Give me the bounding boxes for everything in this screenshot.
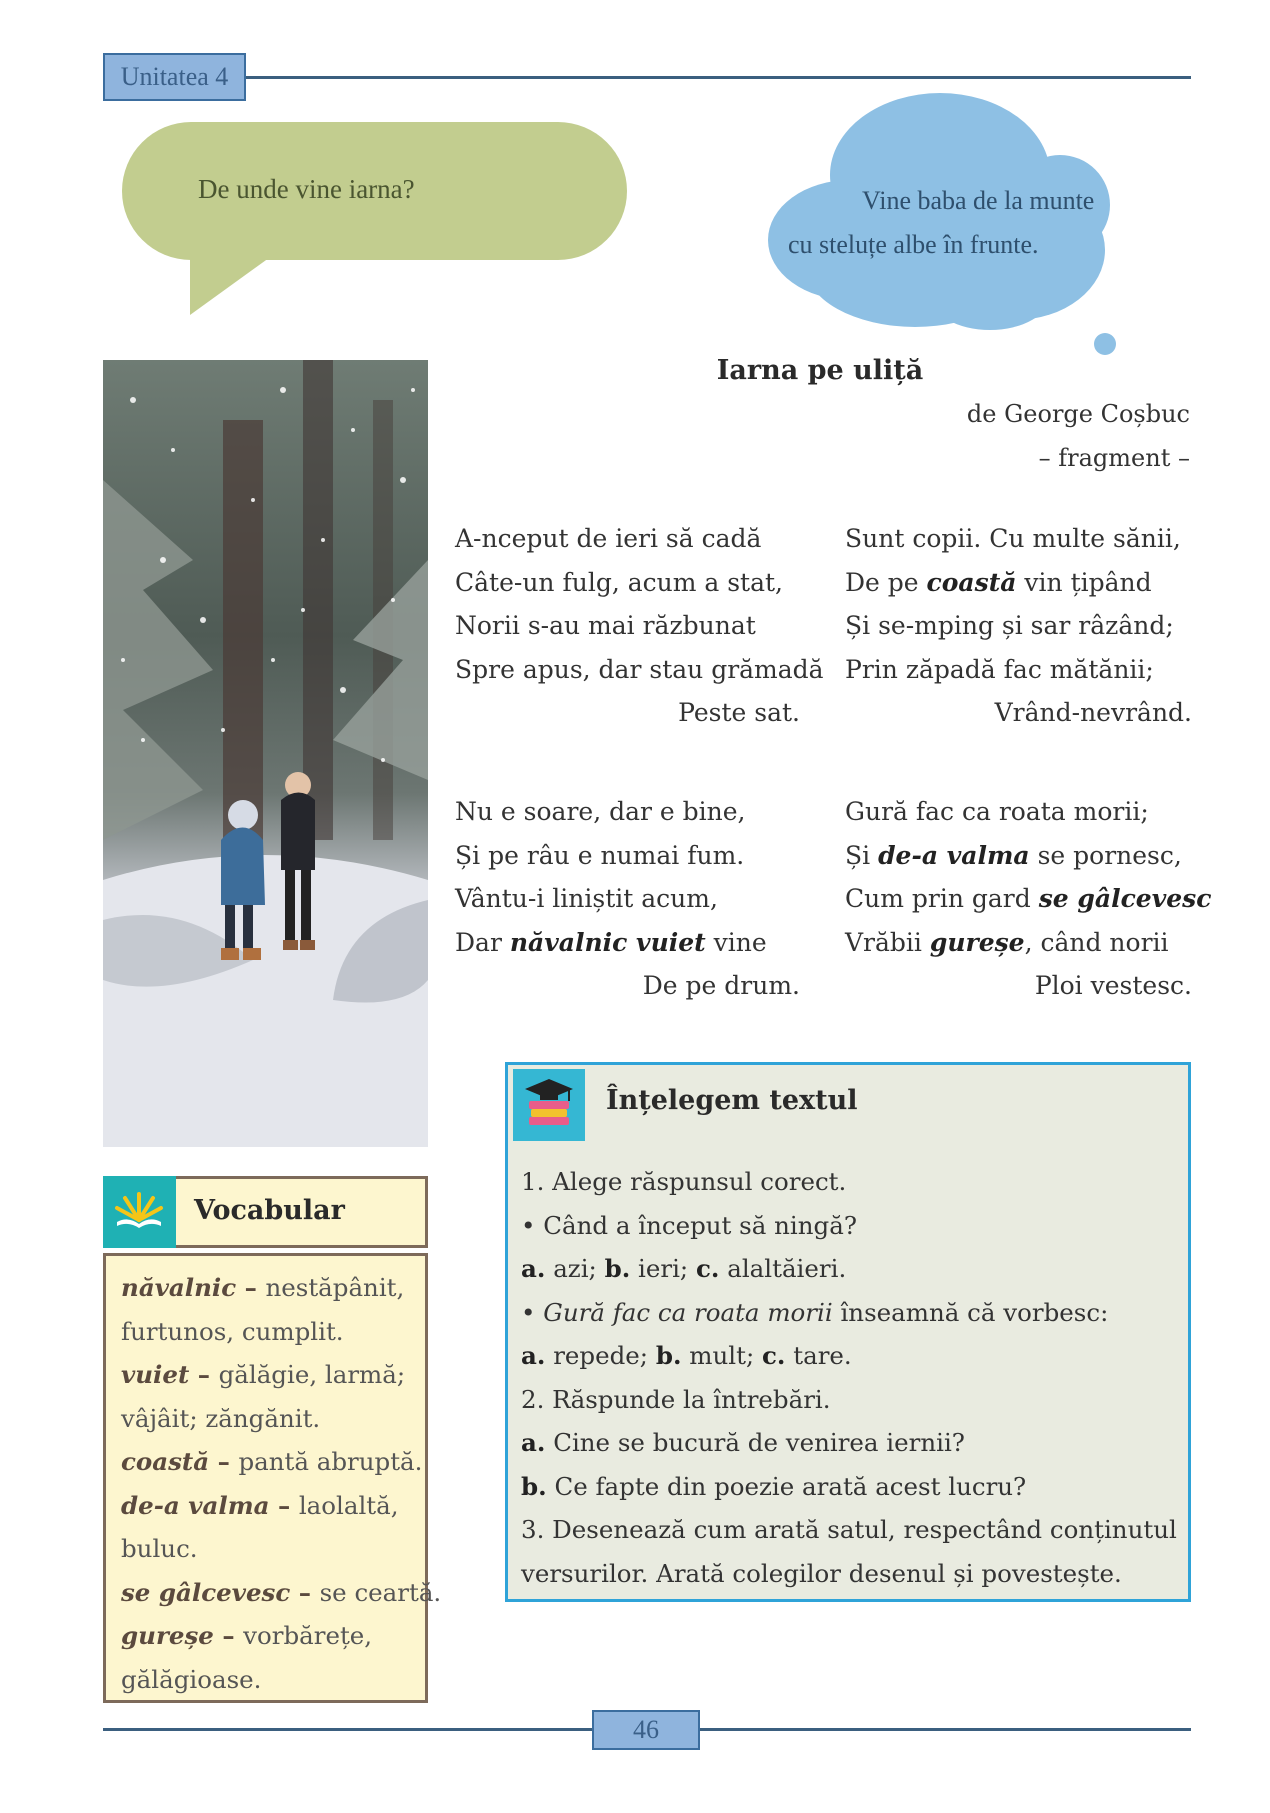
poem-line [455,517,800,561]
cloud-line-1: Vine baba de la munte [862,186,1095,215]
question-text: Cine se bucură de venirea iernii? [545,1428,965,1457]
poem-line [845,648,1192,692]
vocabulary-term: vuiet [121,1360,190,1389]
vocabulary-term: se gâlcevesc [121,1577,291,1607]
header-rule [246,76,1191,79]
option-letter: c. [762,1341,786,1370]
question-text: 2. Răspunde la întrebări. [521,1384,831,1414]
question-text: 1. Alege răspunsul corect. [521,1167,847,1196]
vocabulary-list [103,1253,442,1703]
vocabulary-dash: – [236,1273,266,1302]
poem-line [845,964,1192,1008]
question-text: • Când a început să ningă? [521,1210,857,1240]
poem-text: De pe drum. [642,971,800,1000]
comprehension-line [521,1247,1181,1291]
question-text: alaltăieri. [719,1254,847,1283]
poem-text: A-nceput de ieri să cadă [455,524,762,553]
question-text: Gură fac ca roata morii [543,1297,833,1327]
vocabulary-line [121,1614,413,1658]
poem-line [455,648,824,692]
poem-text: Norii s-au mai răzbunat [455,611,756,640]
vocabulary-definition: furtunos, cumplit. [121,1316,344,1346]
cloud-line-2: cu steluțe albe în frunte. [788,230,1039,259]
poem-line [455,964,800,1008]
vocabulary-term: de-a valma [121,1490,270,1520]
poem-text: vin țipând [1016,567,1152,597]
vocabulary-dash: – [209,1447,239,1476]
poem-text: Cum prin gard [845,884,1039,913]
vocabulary-title: Vocabular [194,1195,345,1226]
question-text: versurilor. Arată colegilor desenul și povestește. [521,1558,1122,1588]
vocabulary-line [121,1658,413,1702]
vocabulary-definition: laolaltă, [298,1490,399,1520]
vocabulary-definition: vorbărețe, [243,1621,373,1650]
comprehension-line [521,1291,1181,1335]
vocabulary-definition: buluc. [121,1534,198,1563]
question-text: • [521,1297,544,1327]
vocabulary-line [121,1266,413,1310]
footer-rule-left [103,1728,592,1731]
poem-text: Vântu-i liniștit acum, [455,884,718,913]
poem-text: , când norii [1024,927,1169,957]
speech-bubble-text: De unde vine iarna? [198,174,415,204]
option-letter: a. [521,1254,546,1283]
vocabulary-line [121,1440,423,1484]
question-text: tare. [785,1341,852,1370]
poem-text: Ploi vestesc. [1034,971,1192,1000]
poem-line [845,877,1212,921]
vocabulary-definition: gălăgioase. [121,1664,262,1694]
comprehension-line [521,1378,1181,1422]
poem-text: Vrând-nevrând. [994,698,1192,727]
poem-line [455,604,800,648]
question-text: mult; [681,1341,763,1370]
comprehension-line [521,1552,1181,1596]
vocabulary-line [121,1353,413,1397]
vocabulary-term: coastă [121,1447,210,1476]
poem-line [455,877,800,921]
poem-text: Sunt copii. Cu multe sănii, [845,524,1181,553]
poem-line [845,561,1192,605]
option-letter: b. [604,1254,631,1283]
question-text: înseamnă că vorbesc: [832,1297,1109,1327]
vocabulary-term: năvalnic [121,1273,237,1302]
poem-text: vine [705,927,767,957]
poem-stanza [455,517,824,735]
vocabulary-line [121,1484,413,1528]
vocabulary-term: gureșe [121,1621,214,1650]
poem-line [845,921,1192,965]
vocabulary-line [121,1527,413,1571]
poem-highlighted-word: gureșe [929,927,1025,957]
poem-line [845,790,1192,834]
poem-text: Și [845,840,879,870]
poem-highlighted-word: se gâlcevesc [1038,884,1212,913]
vocabulary-definition: pantă abruptă. [238,1447,423,1476]
vocabulary-definition: nestăpânit, [265,1273,405,1302]
vocabulary-line [121,1397,413,1441]
comprehension-title: Înțelegem textul [606,1085,858,1116]
option-letter: c. [695,1254,720,1283]
poem-line [845,517,1192,561]
question-text: 3. Desenează cum arată satul, respectând conținutul [521,1515,1177,1544]
option-letter: b. [655,1341,682,1370]
comprehension-line [521,1204,1181,1248]
thought-cloud [760,80,1160,360]
vocabulary-definition: gălăgie, larmă; [218,1360,406,1389]
poem-text: De pe [845,567,927,597]
poem-line [455,834,800,878]
poem-line [845,691,1192,735]
poem-text: Spre apus, dar stau grămadă [455,654,824,684]
poem-line [845,604,1192,648]
comprehension-line [521,1465,1181,1509]
graduation-books-icon [513,1069,585,1141]
question-text: repede; [545,1341,656,1370]
poem-highlighted-word: năvalnic vuiet [509,927,706,957]
option-letter: a. [521,1341,546,1370]
poem-text: Prin zăpadă fac mătănii; [845,654,1154,684]
poem-text: Și pe râu e numai fum. [455,840,745,870]
vocabulary-line [121,1571,442,1615]
comprehension-line [521,1508,1181,1552]
open-book-icon [103,1176,176,1248]
vocabulary-dash: – [189,1360,219,1389]
question-text: azi; [545,1254,605,1283]
poem-text: se pornesc, [1029,840,1182,870]
poem-highlighted-word: de-a valma [878,840,1030,870]
poem-text: Nu e soare, dar e bine, [455,797,746,826]
question-text: ieri; [630,1254,696,1283]
poem-text: Dar [455,927,510,957]
winter-photo [103,360,428,1147]
poem-stanza [845,517,1192,735]
vocabulary-definition: vâjâit; zăngănit. [121,1403,321,1433]
poem-stanza [455,790,800,1008]
poem-text: Vrăbii [845,927,930,957]
poem-line [455,790,800,834]
speech-bubble-tail [190,250,280,315]
comprehension-line [521,1160,1181,1204]
comprehension-line [521,1421,1181,1465]
vocabulary-dash: – [213,1621,244,1650]
poem-text: Și se-mping și sar râzând; [845,611,1174,640]
comprehension-questions [521,1160,1181,1595]
poem-line [455,921,800,965]
poem-text: Peste sat. [678,698,800,727]
poem-line [455,691,800,735]
unit-label: Unitatea 4 [103,53,246,101]
vocabulary-line [121,1310,413,1354]
footer-rule-right [700,1728,1191,1731]
poem-text: Câte-un fulg, acum a stat, [455,567,784,597]
vocabulary-dash: – [269,1490,299,1520]
poem-author: de George Coșbuc [966,400,1190,428]
option-letter: a. [521,1428,546,1457]
vocabulary-dash: – [290,1577,320,1607]
poem-text: Gură fac ca roata morii; [845,797,1149,826]
poem-highlighted-word: coastă [926,567,1017,597]
vocabulary-definition: se ceartă. [319,1577,442,1607]
option-letter: b. [521,1471,547,1501]
comprehension-line [521,1334,1181,1378]
poem-stanza [845,790,1212,1008]
page-number: 46 [592,1710,700,1750]
poem-title: Iarna pe uliță [716,355,924,386]
poem-fragment-note: – fragment – [1038,444,1190,472]
poem-line [845,834,1192,878]
question-text: Ce fapte din poezie arată acest lucru? [546,1471,1027,1501]
poem-line [455,561,800,605]
